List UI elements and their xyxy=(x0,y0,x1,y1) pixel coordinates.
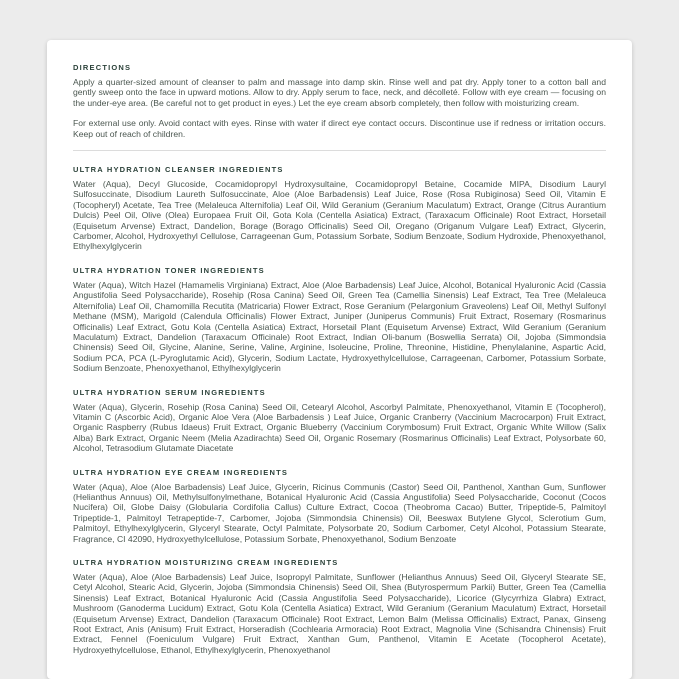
section-divider xyxy=(73,150,606,151)
cleanser-ingredients-text: Water (Aqua), Decyl Glucoside, Cocamidopropyl Hydroxysultaine, Cocamidopropyl Betaine, Cocamide MIPA, Disodium Lauryl Sulfosuccinate, Disodium Laureth Sulfosuccinate, Aloe (Aloe Barbadensis) Leaf Juice, Rose (Rosa Rubiginosa) Seed Oil, Vitamin E (Tocopheryl) Acetate, Tea Tree (Melaleuca Alternifolia) Leaf Oil, Wild Geranium (Geranium Maculatum) Extract, Orange (Citrus Aurantium Dulcis) Peel Oil, Olive (Olea) Europaea Fruit Oil, Gota Kola (Centella Asiatica) Extract, (Taraxacum Officinale) Root Extract, Horsetail (Equisetum Arvense) Extract, Dandelion, Borage (Borago Officinalis) Seed Oil, Oregano (Origanum Vulgare Leaf) Extract, Glycerin, Carbomer, Alcohol, Hydroxyethyl Cellulose, Carrageenan Gum, Potassium Sorbate, Sodium Benzoate, Sodium Hydroxide, Phenoxyethanol, Ethylhexylglycerin xyxy=(73,179,606,252)
moisturizing-cream-ingredients-text: Water (Aqua), Aloe (Aloe Barbadensis) Leaf Juice, Isopropyl Palmitate, Sunflower (Helianthus Annuus) Seed Oil, Glyceryl Stearate SE, Cetyl Alcohol, Stearic Acid, Glycerin, Jojoba (Simmondsia Chinensis) Seed Oil, Shea (Butyrospermum Parkii) Butter, Green Tea (Camellia Sinensis) Leaf Extract, Botanical Hyaluronic Acid (Cassia Angustifolia Seed Polysaccharide), Licorice (Glycyrrhiza Glabra) Extract, Mushroom (Ganoderma Lucidum) Extract, Gotu Kola (Centella Asiatica) Extract, Wild Geranium (Geranium Maculatum) Extract, Horsetail (Equisetum Arvense) Extract, Dandelion (Taraxacum Officinale) Root Extract, Lemon Balm (Melissa Officinalis) Extract, Panax, Ginseng Root Extract, Anis (Anisum) Fruit Extract, Horseradish (Cochlearia Armoracia) Root Extract, Magnolia Vine (Schisandra Chinensis) Fruit Extract, Fennel (Foeniculum Vulgare) Fruit Extract, Xanthan Gum, Panthenol, Vitamin E Acetate (Tocopherol Acetate), Hydroxyethylcellulose, Ethanol, Ethylhexylglycerin, Phenoxyethanol xyxy=(73,572,606,655)
directions-heading: DIRECTIONS xyxy=(73,63,132,72)
moisturizing-cream-ingredients-heading: ULTRA HYDRATION MOISTURIZING CREAM INGREDIENTS xyxy=(73,558,339,567)
eye-cream-ingredients-section xyxy=(73,468,606,544)
toner-ingredients-text: Water (Aqua), Witch Hazel (Hamamelis Virginiana) Extract, Aloe (Aloe Barbadensis) Leaf Juice, Alcohol, Botanical Hyaluronic Acid (Cassia Angustifolia Seed Polysaccharide), Rosehip (Rosa Canina) Seed Oil, Green Tea (Camellia Sinensis) Leaf Extract, Tea Tree (Melaleuca Alternifolia) Leaf Oil, Chamomilla Recutita (Matricaria) Flower Extract, Rose Geranium (Pelargonium Graveolens) Leaf Oil, Methyl Sulfonyl Methane (MSM), Marigold (Calendula Officinalis) Flower Extract, Juniper (Juniperus Communis) Fruit Extract, Rosemary (Rosmarinus Officinalis) Leaf Extract, Gotu Kola (Centella Asiatica) Extract, Horsetail Plant (Equisetum Arvense) Extract, Wild Geranium (Geranium Maculatum) Extract, Dandelion (Taraxacum Officinale) Root Extract, Indian Oli-banum (Boswellia Serrata) Oil, Jojoba (Simmondsia Chinensis) Seed Oil, Glycine, Alanine, Serine, Valine, Arginine, Isoleucine, Proline, Threonine, Histidine, Phenylalanine, Aspartic Acid, Sodium PCA, PCA (L-Pyroglutamic Acid), Glycerin, Sodium Lactate, Hydroxyethylcellulose, Carrageenan, Carbomer, Potassium Sorbate, Sodium Benzoate, Phenoxyethanol, Ethylhexylglycerin xyxy=(73,279,606,374)
eye-cream-ingredients-heading: ULTRA HYDRATION EYE CREAM INGREDIENTS xyxy=(73,467,289,477)
serum-ingredients-heading: ULTRA HYDRATION SERUM INGREDIENTS xyxy=(73,387,266,397)
serum-ingredients-section xyxy=(73,388,606,454)
toner-ingredients-section xyxy=(73,266,606,374)
toner-ingredients-heading: ULTRA HYDRATION TONER INGREDIENTS xyxy=(73,265,265,275)
serum-ingredients-text: Water (Aqua), Glycerin, Rosehip (Rosa Canina) Seed Oil, Cetearyl Alcohol, Ascorbyl Palmitate, Phenoxyethanol, Vitamin E (Tocopherol), Vitamin C (Ascorbic Acid), Organic Aloe Vera (Aloe Barbadensis ) Leaf Juice, Organic Cranberry (Vaccinium Macrocarpon) Fruit Extract, Organic Raspberry (Rubus Idaeus) Fruit Extract, Organic Blueberry (Vaccinium Corymbosum) Fruit Extract, Organic White Willow (Salix Alba) Bark Extract, Organic Neem (Melia Azadirachta) Seed Oil, Organic Rosemary (Rosmarinus Officinalis) Leaf Extract, Polysorbate 60, Alcohol, Tetrasodium Glutamate Diacetate xyxy=(73,401,606,454)
cleanser-ingredients-section xyxy=(73,165,606,252)
directions-section xyxy=(73,63,606,139)
cleanser-ingredients-heading: ULTRA HYDRATION CLEANSER INGREDIENTS xyxy=(73,165,284,175)
directions-warning-paragraph: For external use only. Avoid contact with eyes. Rinse with water if direct eye contact occurs. Discontinue use if redness or irritation occurs. Keep out of reach of children. xyxy=(73,118,606,139)
moisturizing-cream-ingredients-section xyxy=(73,558,606,655)
directions-usage-paragraph: Apply a quarter-sized amount of cleanser to palm and massage into damp skin. Rinse well and pat dry. Apply toner to a cotton ball and gently sweep onto the face in upward motions. Allow to dry. Apply serum to face, neck, and décolleté. Follow with eye cream — focusing on the under-eye area. (Be careful not to get product in eyes.) Let the eye cream absorb completely, then follow with moisturizing cream. xyxy=(73,77,606,108)
eye-cream-ingredients-text: Water (Aqua), Aloe (Aloe Barbadensis) Leaf Juice, Glycerin, Ricinus Communis (Castor) Seed Oil, Panthenol, Xanthan Gum, Sunflower (Helianthus Annuus) Oil, Methylsulfonylmethane, Botanical Hyaluronic Acid (Cassia Angustifolia) Seed Polysaccharide, Coconut (Cocos Nucifera) Oil, Globe Daisy (Globularia Cordifolia Callus) Culture Extract, Cocoa (Theobroma Cacao) Butter, Tripeptide-5, Palmitoyl Tripeptide-1, Palmitoyl Tetrapeptide-7, Carbomer, Jojoba (Simmondsia Chinensis) Oil, Beeswax Butylene Glycol, Sclerotium Gum, Palmitoyl, Ethylhexylglycerin, Glyceryl Stearate, Octyl Palmitate, Polysorbate 20, Sodium Carbomer, Cetyl Alcohol, Potassium Stearate, Fragrance, CI 42090, Hydroxyethylcellulose, Potassium Sorbate, Phenoxyethanol, Sodium Benzoate xyxy=(73,481,606,544)
product-info-card xyxy=(47,40,632,679)
